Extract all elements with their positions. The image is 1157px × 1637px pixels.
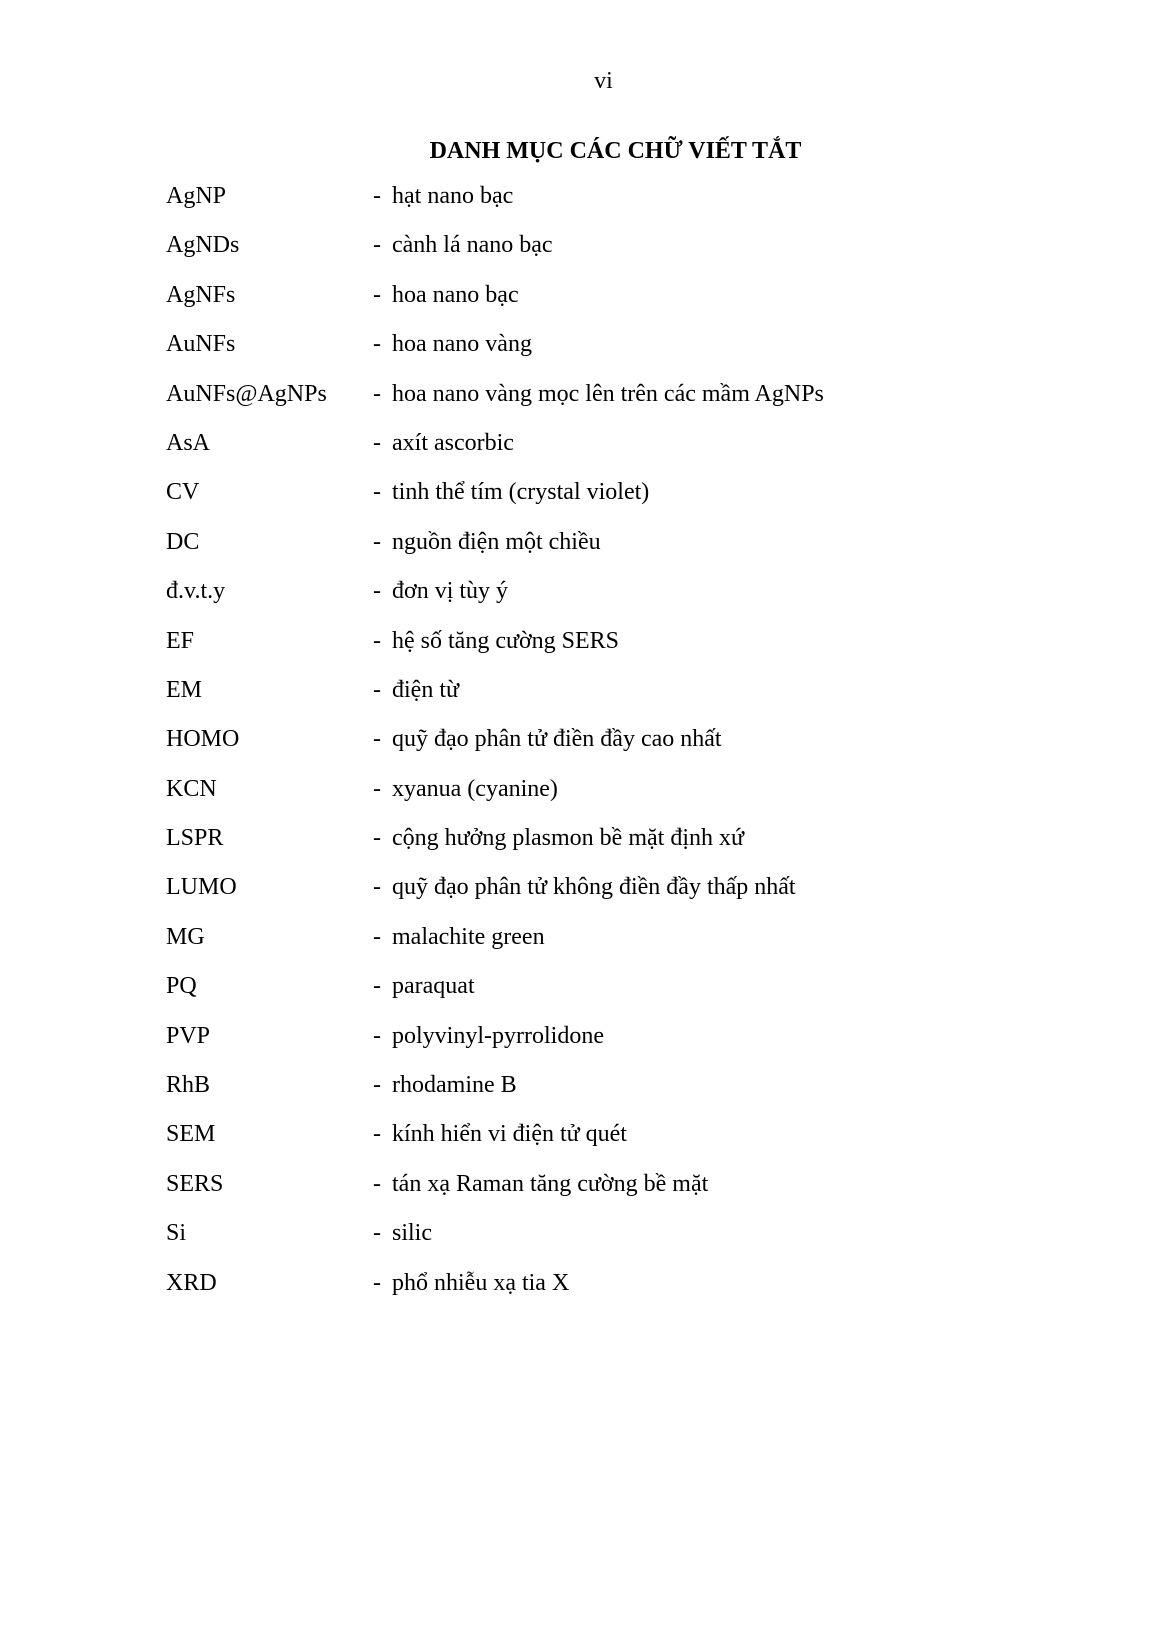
abbreviation-definition: hoa nano vàng bbox=[392, 331, 532, 358]
abbreviation-row bbox=[166, 425, 1066, 474]
abbreviation-definition: malachite green bbox=[392, 923, 545, 950]
abbreviation-definition: hạt nano bạc bbox=[392, 183, 514, 209]
abbreviation-definition: paraquat bbox=[392, 973, 475, 1000]
abbreviation-term: LSPR bbox=[166, 825, 224, 852]
abbreviation-term: AuNFs@AgNPs bbox=[166, 380, 327, 407]
abbreviation-definition: quỹ đạo phân tử không điền đầy thấp nhất bbox=[392, 874, 796, 901]
abbreviation-definition: tinh thể tím (crystal violet) bbox=[392, 479, 650, 506]
abbreviation-term: Si bbox=[166, 1220, 187, 1247]
abbreviation-term: RhB bbox=[166, 1072, 211, 1099]
abbreviation-term: đ.v.t.y bbox=[166, 578, 226, 605]
abbreviation-separator: - bbox=[373, 1022, 381, 1049]
abbreviation-separator: - bbox=[373, 479, 381, 506]
abbreviation-row bbox=[166, 474, 1066, 523]
abbreviation-row bbox=[166, 326, 1066, 375]
abbreviation-row bbox=[166, 1265, 1066, 1314]
abbreviation-separator: - bbox=[373, 1220, 381, 1247]
abbreviation-term: AgNFs bbox=[166, 281, 236, 308]
abbreviation-definition: hoa nano vàng mọc lên trên các mầm AgNPs bbox=[392, 380, 824, 407]
abbreviation-term: XRD bbox=[166, 1269, 217, 1296]
abbreviation-term: KCN bbox=[166, 775, 217, 802]
abbreviation-separator: - bbox=[373, 331, 381, 358]
page-number: vi bbox=[594, 68, 613, 94]
abbreviation-row bbox=[166, 524, 1066, 573]
abbreviation-separator: - bbox=[373, 825, 381, 852]
abbreviation-definition: quỹ đạo phân tử điền đầy cao nhất bbox=[392, 726, 722, 753]
abbreviation-separator: - bbox=[373, 627, 381, 654]
abbreviation-list bbox=[166, 178, 1066, 1314]
abbreviation-term: PVP bbox=[166, 1022, 211, 1049]
abbreviation-definition: cành lá nano bạc bbox=[392, 232, 553, 259]
abbreviation-term: AgNDs bbox=[166, 232, 240, 259]
abbreviation-definition: hệ số tăng cường SERS bbox=[392, 627, 620, 654]
abbreviation-separator: - bbox=[373, 380, 381, 407]
abbreviation-separator: - bbox=[373, 429, 381, 456]
abbreviation-separator: - bbox=[373, 1269, 381, 1296]
abbreviation-row bbox=[166, 1166, 1066, 1215]
abbreviation-separator: - bbox=[373, 923, 381, 950]
abbreviation-row bbox=[166, 573, 1066, 622]
abbreviation-row bbox=[166, 376, 1066, 425]
abbreviation-separator: - bbox=[373, 1170, 381, 1197]
abbreviation-term: AuNFs bbox=[166, 331, 236, 358]
abbreviation-definition: polyvinyl-pyrrolidone bbox=[392, 1022, 604, 1049]
abbreviation-term: EF bbox=[166, 627, 195, 654]
abbreviation-row bbox=[166, 968, 1066, 1017]
abbreviation-definition: cộng hưởng plasmon bề mặt định xứ bbox=[392, 825, 744, 852]
abbreviation-separator: - bbox=[373, 1121, 381, 1148]
abbreviation-definition: nguồn điện một chiều bbox=[392, 528, 601, 555]
abbreviation-row bbox=[166, 1215, 1066, 1264]
abbreviation-row bbox=[166, 1116, 1066, 1165]
abbreviation-term: HOMO bbox=[166, 726, 240, 753]
abbreviation-term: DC bbox=[166, 528, 200, 555]
abbreviation-row bbox=[166, 1018, 1066, 1067]
abbreviation-term: AsA bbox=[166, 429, 211, 456]
abbreviation-row bbox=[166, 623, 1066, 672]
abbreviation-separator: - bbox=[373, 281, 381, 308]
abbreviation-term: SEM bbox=[166, 1121, 216, 1148]
abbreviation-definition: điện từ bbox=[392, 676, 459, 703]
abbreviation-term: PQ bbox=[166, 973, 197, 1000]
abbreviation-row bbox=[166, 919, 1066, 968]
abbreviation-separator: - bbox=[373, 726, 381, 753]
abbreviation-row bbox=[166, 1067, 1066, 1116]
abbreviation-definition: rhodamine B bbox=[392, 1072, 517, 1099]
abbreviation-term: EM bbox=[166, 676, 202, 703]
abbreviation-definition: hoa nano bạc bbox=[392, 281, 519, 308]
abbreviation-separator: - bbox=[373, 578, 381, 605]
abbreviation-definition: phổ nhiễu xạ tia X bbox=[392, 1269, 570, 1296]
abbreviation-row bbox=[166, 869, 1066, 918]
abbreviation-definition: xyanua (cyanine) bbox=[392, 775, 558, 802]
abbreviation-separator: - bbox=[373, 874, 381, 901]
abbreviation-separator: - bbox=[373, 973, 381, 1000]
abbreviation-separator: - bbox=[373, 528, 381, 555]
page-title: DANH MỤC CÁC CHỮ VIẾT TẮT bbox=[429, 138, 802, 164]
abbreviation-separator: - bbox=[373, 775, 381, 802]
abbreviation-definition: axít ascorbic bbox=[392, 429, 514, 456]
abbreviation-row bbox=[166, 721, 1066, 770]
abbreviation-row bbox=[166, 672, 1066, 721]
abbreviation-separator: - bbox=[373, 183, 381, 209]
abbreviation-definition: silic bbox=[392, 1220, 432, 1247]
abbreviation-separator: - bbox=[373, 232, 381, 259]
abbreviation-row bbox=[166, 820, 1066, 869]
abbreviation-separator: - bbox=[373, 1072, 381, 1099]
abbreviation-row bbox=[166, 178, 1066, 227]
abbreviation-definition: kính hiển vi điện tử quét bbox=[392, 1121, 627, 1148]
abbreviation-definition: đơn vị tùy ý bbox=[392, 578, 509, 605]
abbreviation-term: AgNP bbox=[166, 183, 227, 209]
abbreviation-row bbox=[166, 227, 1066, 276]
abbreviation-row bbox=[166, 771, 1066, 820]
abbreviation-term: LUMO bbox=[166, 874, 237, 901]
abbreviation-term: SERS bbox=[166, 1170, 224, 1197]
abbreviation-term: MG bbox=[166, 923, 205, 950]
abbreviation-row bbox=[166, 277, 1066, 326]
abbreviation-definition: tán xạ Raman tăng cường bề mặt bbox=[392, 1170, 709, 1197]
abbreviation-separator: - bbox=[373, 676, 381, 703]
abbreviation-term: CV bbox=[166, 479, 200, 506]
